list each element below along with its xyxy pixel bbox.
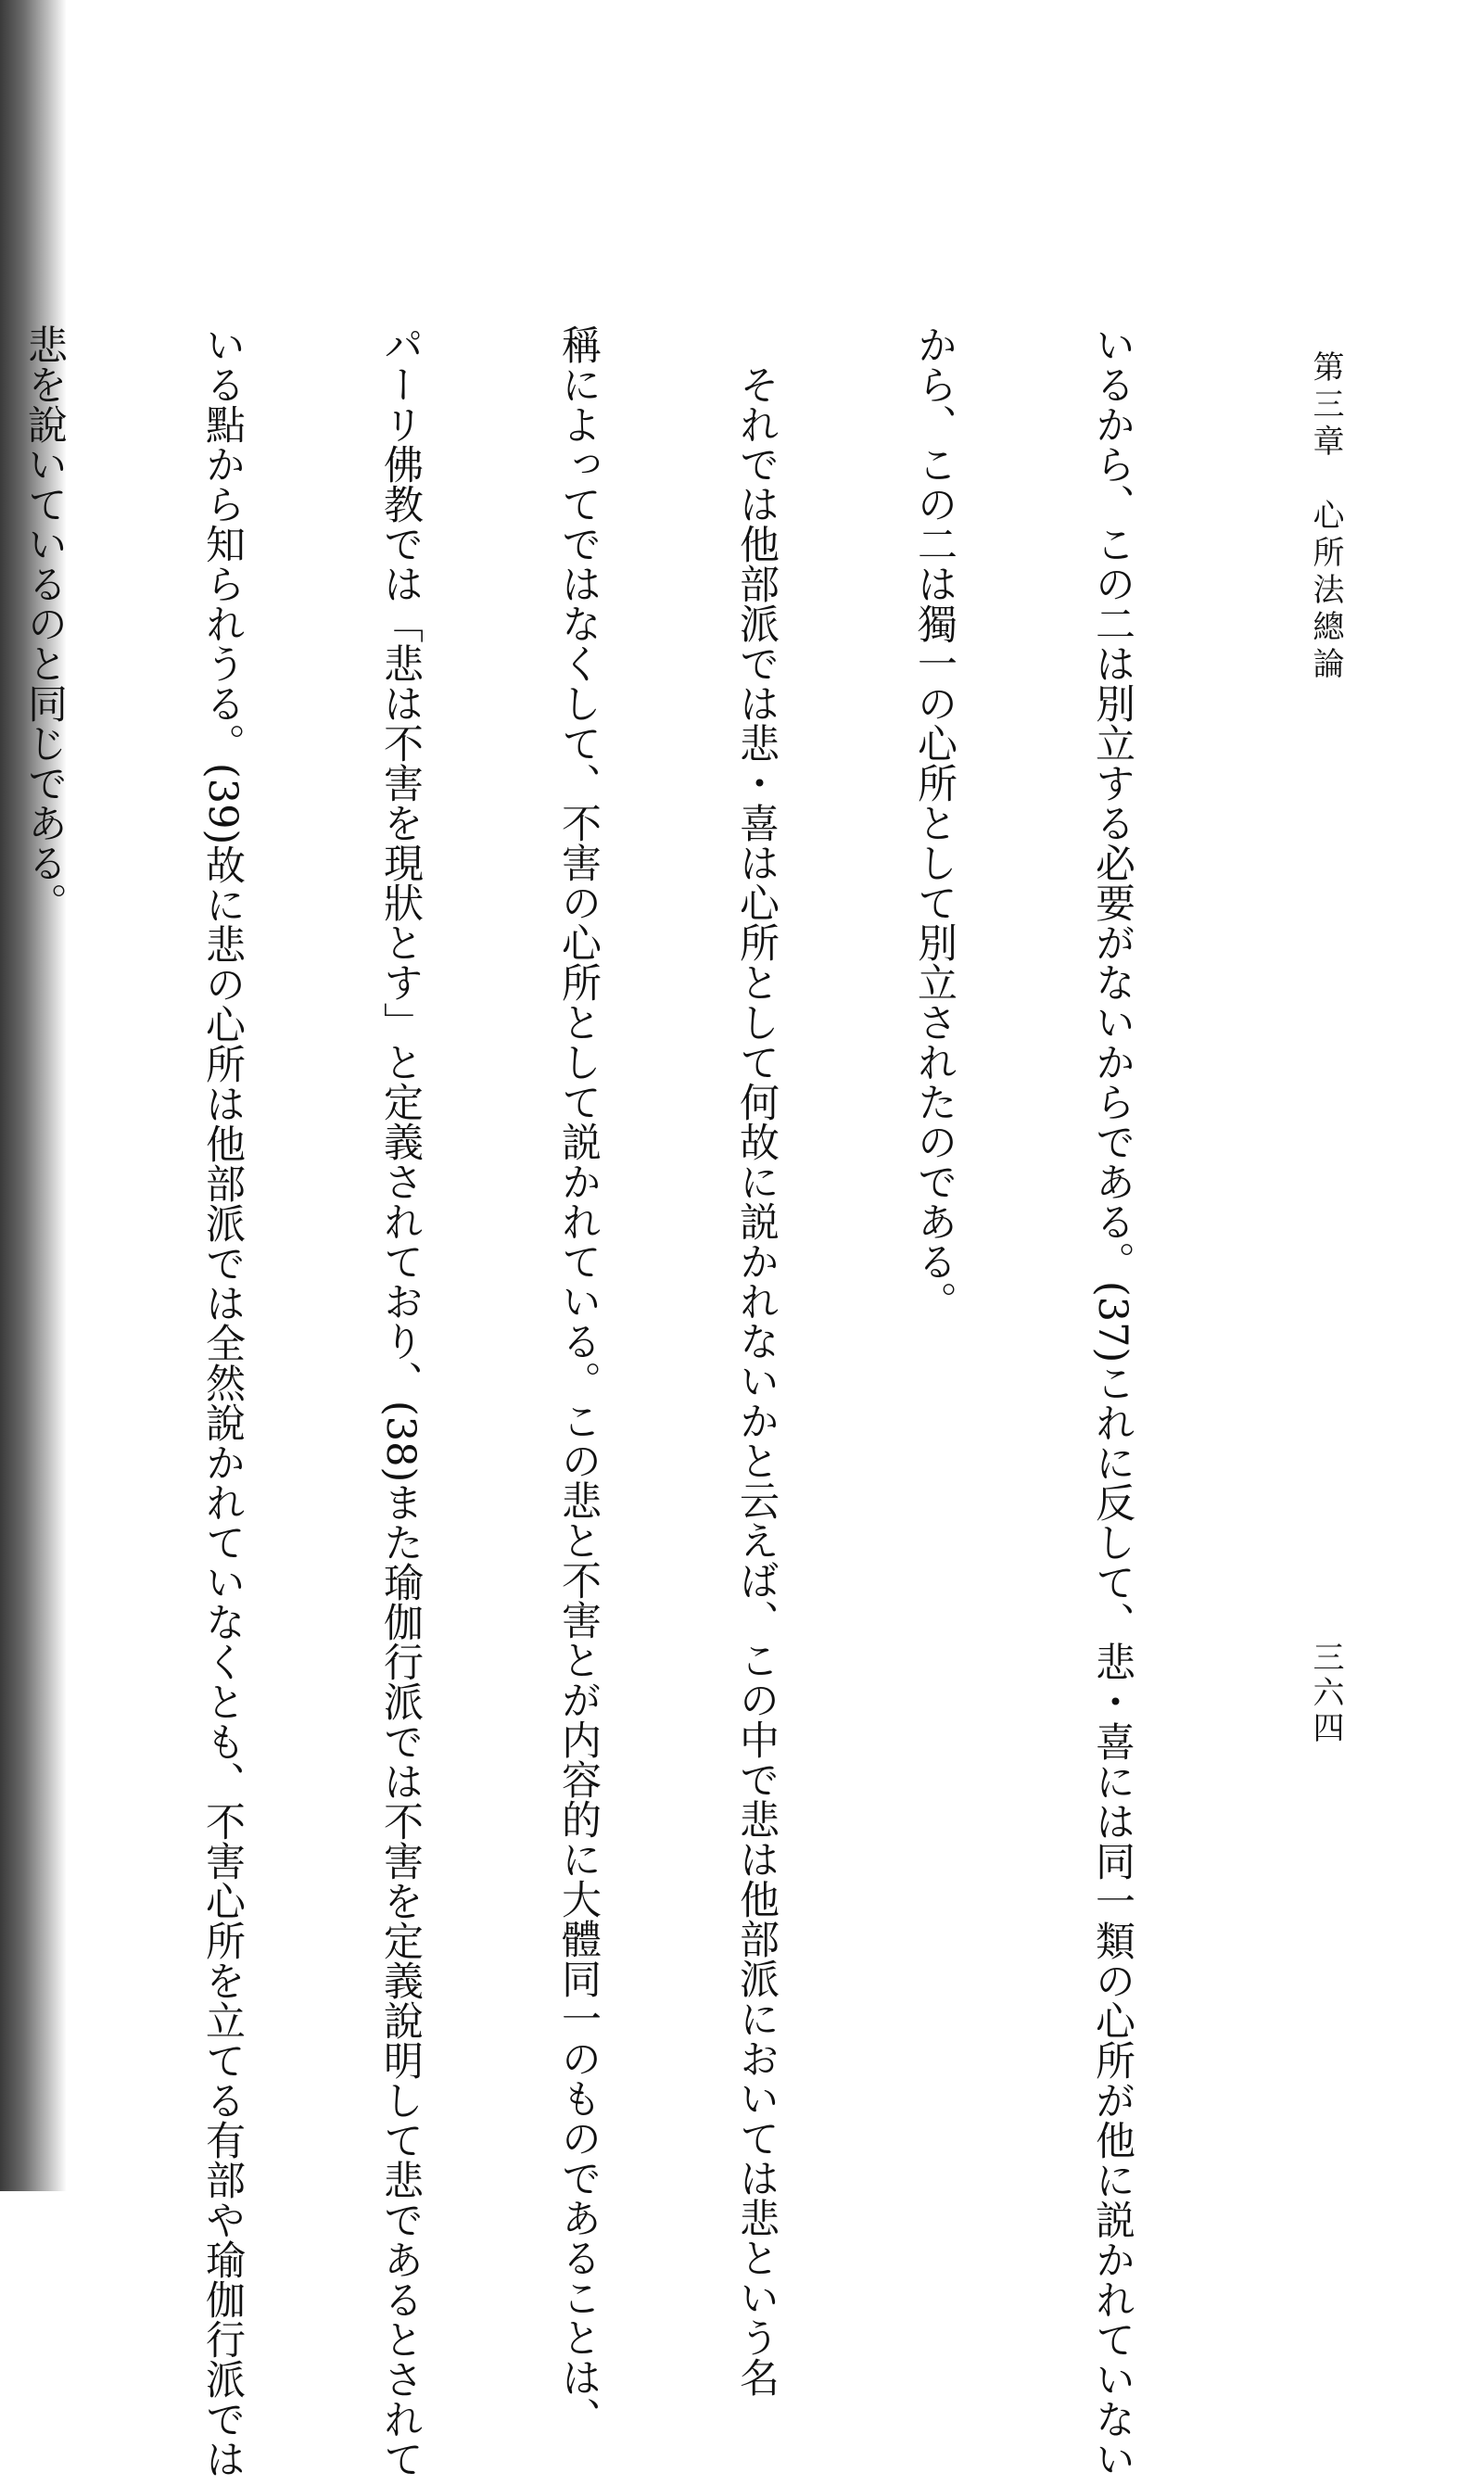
text-line: パーリ佛教では「悲は不害を現狀とす」と定義されており、(38)また瑜伽行派では不害を定義說明して悲であるとされて [377,324,424,2479]
page-number: 三六四 [1307,1641,1344,1746]
text-line: いる點から知られうる。(39)故に悲の心所は他部派では全然說かれていなくとも、不害心所を立てる有部や瑜伽行派では [199,324,246,2479]
running-header: 第三章 心所法總論 [1307,350,1344,684]
vertical-body-text [21,324,1261,2479]
text-line: いるから、この二は別立する必要がないからである。(37)これに反して、悲・喜には同一類の心所が他に説かれていない [1089,324,1135,2479]
text-line: 稱によってではなくして、不害の心所として説かれている。この悲と不害とが内容的に大體同一のものであることは、 [555,324,602,2437]
text-line: それでは他部派では悲・喜は心所として何故に説かれないかと云えば、この中で悲は他部派においては悲という名 [733,324,780,2397]
text-line: 悲を說いているのと同じである。 [21,324,68,922]
text-line: から、この二は獨一の心所として別立されたのである。 [911,324,958,1321]
